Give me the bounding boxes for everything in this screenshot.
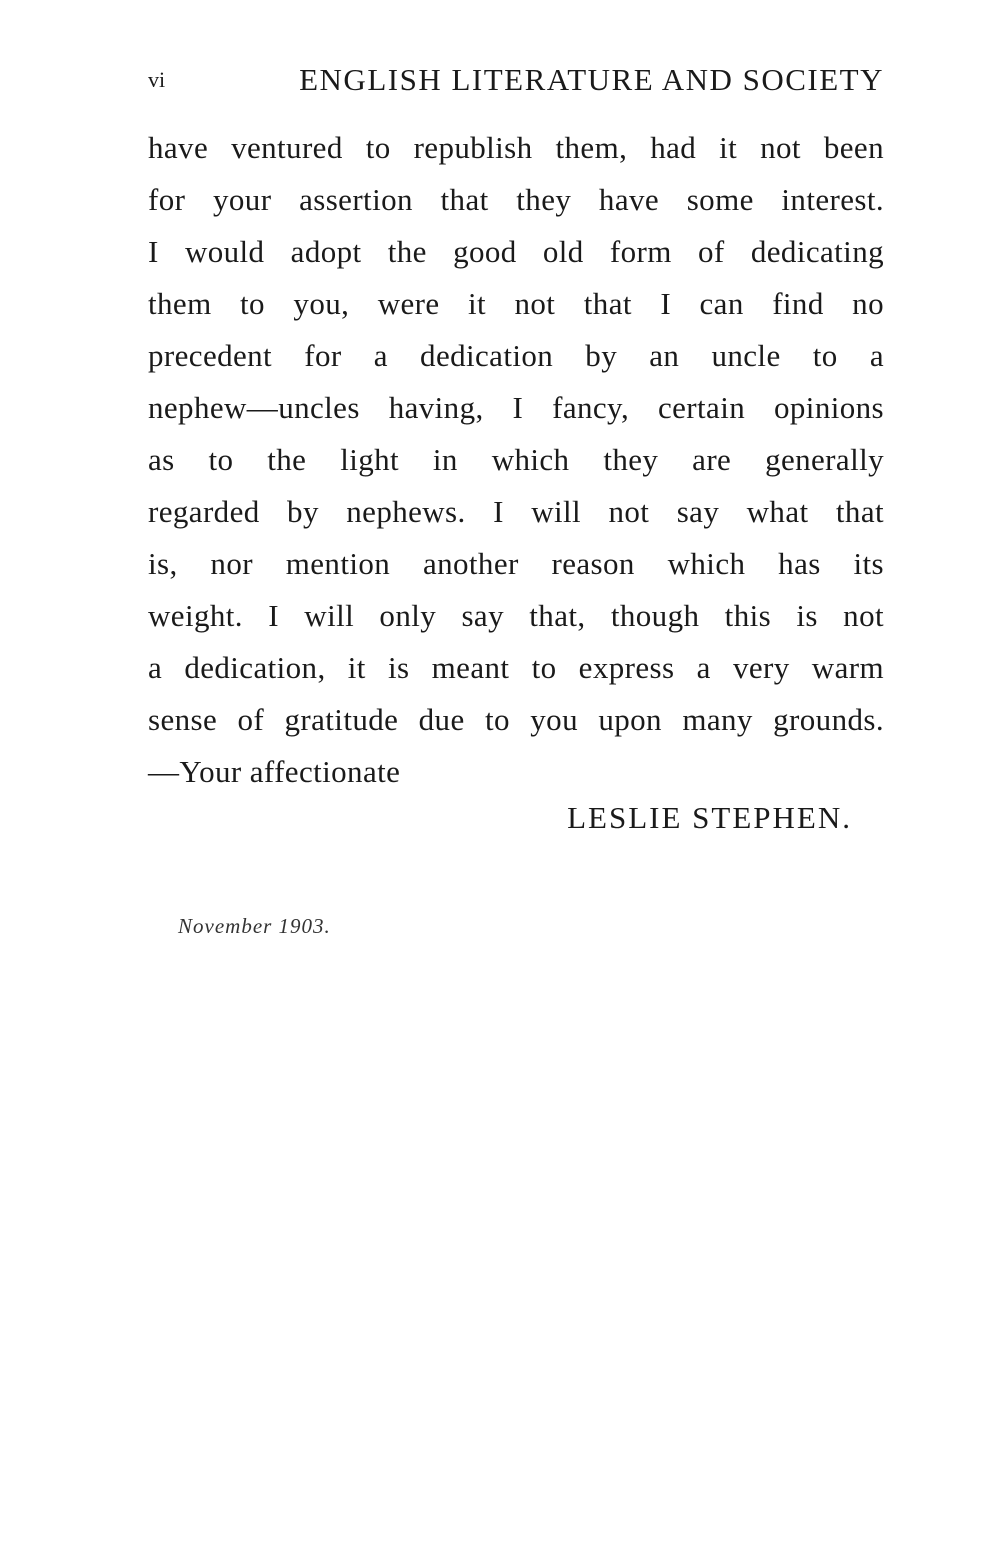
text-line: nephew—uncles having, I fancy, certain opinions bbox=[148, 390, 884, 425]
text-line: is, nor mention another reason which has its bbox=[148, 546, 884, 581]
running-title: ENGLISH LITERATURE AND SOCIETY bbox=[299, 62, 884, 97]
closing-line: —Your affectionate bbox=[148, 754, 401, 789]
text-line: a dedication, it is meant to express a very warm bbox=[148, 650, 884, 685]
signature: LESLIE STEPHEN. bbox=[567, 800, 852, 835]
date-line: November 1903. bbox=[178, 914, 331, 938]
text-line: for your assertion that they have some interest. bbox=[148, 182, 884, 217]
text-line: regarded by nephews. I will not say what that bbox=[148, 494, 884, 529]
text-line: I would adopt the good old form of dedicating bbox=[148, 234, 884, 269]
text-line: them to you, were it not that I can find no bbox=[148, 286, 884, 321]
text-line: sense of gratitude due to you upon many grounds. bbox=[148, 702, 884, 737]
text-line: precedent for a dedication by an uncle to a bbox=[148, 338, 884, 373]
text-line: weight. I will only say that, though this is not bbox=[148, 598, 884, 633]
running-head bbox=[148, 58, 884, 102]
text-line: as to the light in which they are generally bbox=[148, 442, 884, 477]
text-line: have ventured to republish them, had it not been bbox=[148, 130, 884, 165]
page-number: vi bbox=[148, 67, 166, 92]
dedication-paragraph bbox=[148, 122, 884, 798]
